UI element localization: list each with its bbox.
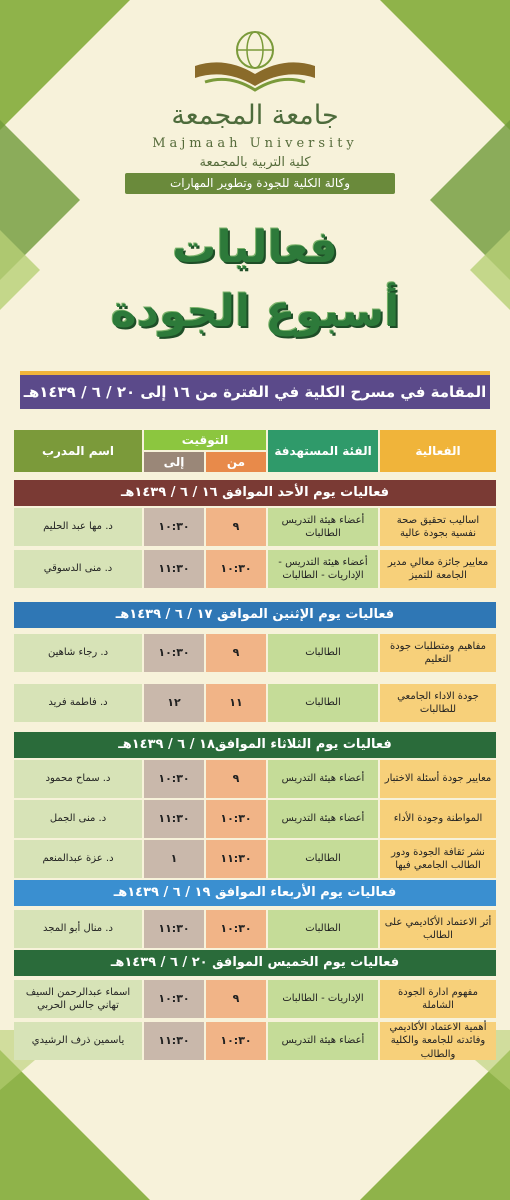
- cell-target: الطالبات: [268, 634, 378, 672]
- cell-to: ١١:٣٠: [144, 550, 204, 588]
- day-heading-tuesday: فعاليات يوم الثلاثاء الموافق١٨ / ٦ / ١٤٣٩هـ: [14, 732, 496, 758]
- cell-target: الطالبات: [268, 910, 378, 948]
- venue-date-banner: المقامة في مسرح الكلية في الفترة من ١٦ إلى ٢٠ / ٦ / ١٤٣٩هـ: [20, 375, 490, 409]
- cell-to: ١١:٣٠: [144, 800, 204, 838]
- day-heading-wednesday: فعاليات يوم الأربعاء الموافق ١٩ / ٦ / ١٤٣٩هـ: [14, 880, 496, 906]
- cell-trainer: د. فاطمة فريد: [14, 684, 142, 722]
- cell-activity: اساليب تحقيق صحة نفسية بجودة عالية: [380, 508, 496, 546]
- cell-from: ١٠:٣٠: [206, 1022, 266, 1060]
- cell-trainer: د. منى الدسوقي: [14, 550, 142, 588]
- table-row: [14, 550, 496, 588]
- cell-trainer: د. مها عبد الحليم: [14, 508, 142, 546]
- cell-target: الطالبات: [268, 840, 378, 878]
- agency-name: وكالة الكلية للجودة وتطوير المهارات: [125, 173, 395, 194]
- cell-trainer: د. عزة عبدالمنعم: [14, 840, 142, 878]
- header-timing: التوقيت: [144, 430, 266, 450]
- cell-activity: جودة الاداء الجامعي للطالبات: [380, 684, 496, 722]
- cell-trainer: اسماء عبدالرحمن السيف تهاني جالس الحربي: [14, 980, 142, 1018]
- cell-from: ١٠:٣٠: [206, 800, 266, 838]
- table-row: [14, 1022, 496, 1060]
- day-heading-monday: فعاليات يوم الإثنين الموافق ١٧ / ٦ / ١٤٣٩هـ: [14, 602, 496, 628]
- cell-activity: مفهوم ادارة الجودة الشاملة: [380, 980, 496, 1018]
- cell-activity: معايير جائزة معالي مدير الجامعة للتميز: [380, 550, 496, 588]
- poster-title-line2: أسبوع الجودة: [110, 286, 400, 337]
- cell-activity: المواطنة وجودة الأداء: [380, 800, 496, 838]
- table-row: [14, 634, 496, 672]
- table-row: [14, 840, 496, 878]
- cell-target: أعضاء هيئة التدريس: [268, 800, 378, 838]
- cell-to: ١٠:٣٠: [144, 980, 204, 1018]
- table-row: [14, 910, 496, 948]
- header-to: إلى: [144, 452, 204, 472]
- university-name-arabic: جامعة المجمعة: [171, 100, 339, 131]
- cell-trainer: د. منال أبو المجد: [14, 910, 142, 948]
- table-header: [14, 430, 496, 472]
- cell-from: ٩: [206, 508, 266, 546]
- cell-target: أعضاء هيئة التدريس: [268, 1022, 378, 1060]
- cell-activity: مفاهيم ومتطلبات جودة التعليم: [380, 634, 496, 672]
- day-heading-sunday: فعاليات يوم الأحد الموافق ١٦ / ٦ / ١٤٣٩هـ: [14, 480, 496, 506]
- cell-from: ٩: [206, 760, 266, 798]
- table-row: [14, 980, 496, 1018]
- cell-trainer: د. سماح محمود: [14, 760, 142, 798]
- cell-activity: أهمية الاعتماد الأكاديمي وفائدته للجامعة والكلية والطالب: [380, 1022, 496, 1060]
- cell-from: ٩: [206, 634, 266, 672]
- table-row: [14, 800, 496, 838]
- cell-target: الطالبات: [268, 684, 378, 722]
- cell-trainer: د. رجاء شاهين: [14, 634, 142, 672]
- cell-target: أعضاء هيئة التدريس - الإداريات - الطالبات: [268, 550, 378, 588]
- cell-to: ١١:٣٠: [144, 1022, 204, 1060]
- university-name-english: Majmaah University: [152, 136, 358, 151]
- cell-to: ١٠:٣٠: [144, 634, 204, 672]
- header-target: الفئة المستهدفة: [268, 430, 378, 472]
- cell-to: ١: [144, 840, 204, 878]
- cell-target: الإداريات - الطالبات: [268, 980, 378, 1018]
- header-from: من: [206, 452, 266, 472]
- cell-from: ١١: [206, 684, 266, 722]
- poster-title-line1: فعاليات: [172, 222, 338, 273]
- table-row: [14, 760, 496, 798]
- header-activity: الفعالية: [380, 430, 496, 472]
- header-trainer: اسم المدرب: [14, 430, 142, 472]
- cell-to: ١٠:٣٠: [144, 760, 204, 798]
- cell-to: ١١:٣٠: [144, 910, 204, 948]
- cell-from: ١١:٣٠: [206, 840, 266, 878]
- cell-activity: معايير جودة أسئلة الاختبار: [380, 760, 496, 798]
- cell-to: ١٠:٣٠: [144, 508, 204, 546]
- table-row: [14, 508, 496, 546]
- college-name: كلية التربية بالمجمعة: [199, 155, 311, 170]
- cell-from: ١٠:٣٠: [206, 910, 266, 948]
- cell-activity: نشر ثقافة الجودة ودور الطالب الجامعي فيها: [380, 840, 496, 878]
- cell-trainer: د. منى الجمل: [14, 800, 142, 838]
- cell-activity: أثر الاعتماد الأكاديمي على الطالب: [380, 910, 496, 948]
- cell-from: ٩: [206, 980, 266, 1018]
- cell-target: أعضاء هيئة التدريس الطالبات: [268, 508, 378, 546]
- cell-target: أعضاء هيئة التدريس: [268, 760, 378, 798]
- cell-trainer: ياسمين ذرف الرشيدي: [14, 1022, 142, 1060]
- table-row: [14, 684, 496, 722]
- cell-to: ١٢: [144, 684, 204, 722]
- university-logo-icon: [0, 26, 510, 96]
- day-heading-thursday: فعاليات يوم الخميس الموافق ٢٠ / ٦ / ١٤٣٩هـ: [14, 950, 496, 976]
- cell-from: ١٠:٣٠: [206, 550, 266, 588]
